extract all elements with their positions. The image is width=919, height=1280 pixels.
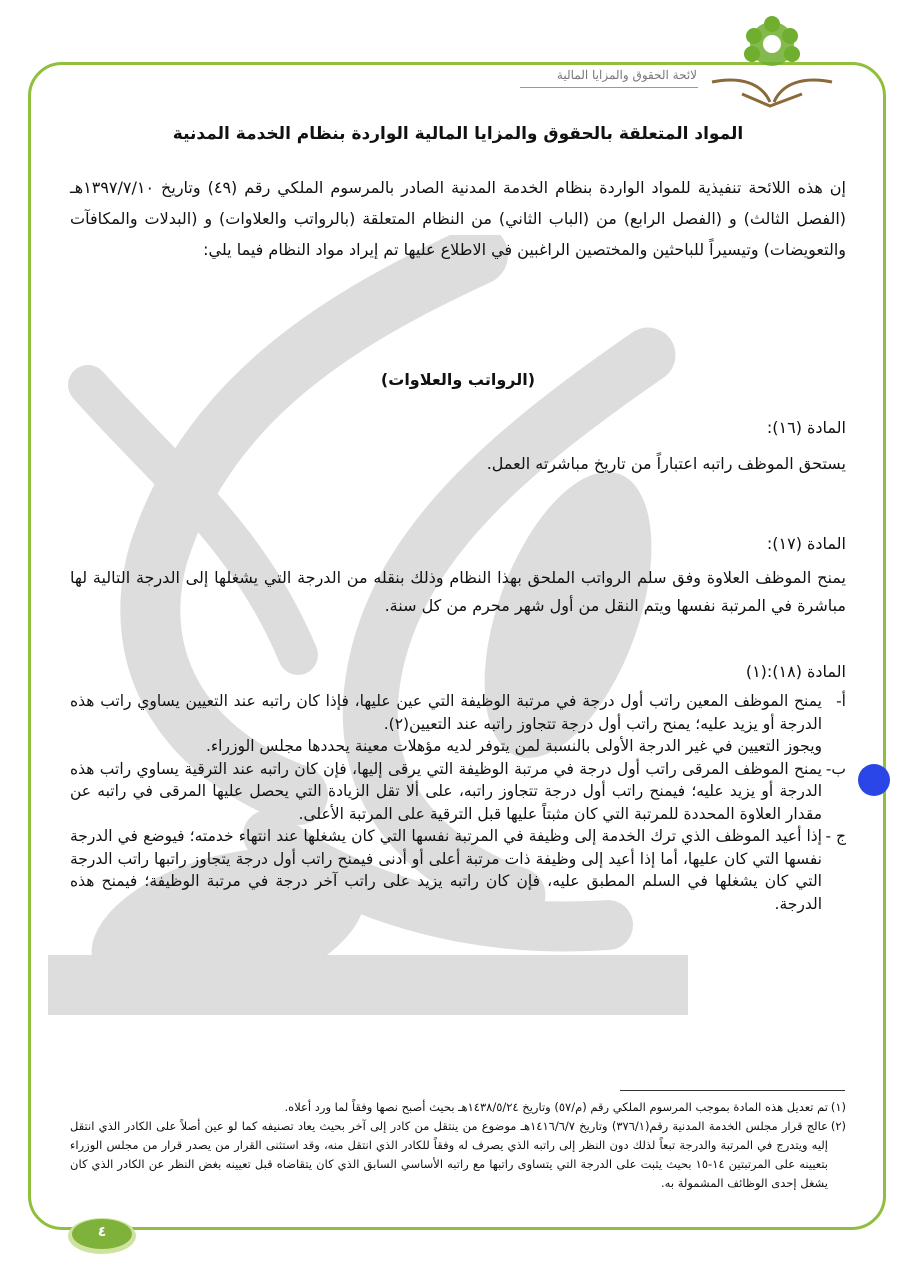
article-17-text: يمنح الموظف العلاوة وفق سلم الرواتب الملحق بهذا النظام وذلك بنقله من الدرجة التي يشغلها إلى الدرجة التالية لها مباشرة في المرتبة نفسها ويتم النقل من أول شهر محرم من كل سنة. xyxy=(70,568,846,615)
clause-text: يمنح الموظف المرقى راتب أول درجة في مرتبة الوظيفة التي يرقى إليها، فإن كان راتبه عند الترقية يساوي راتب هذه الدرجة أو يزيد عليه؛ فيمنح راتب أول درجة تتجاوز راتبه، على ألا تقل الزيادة التي يحصل عليها المرقى في راتبه عن مقدار العلاوة المحددة للمرتبة التي كان مثبتاً عليها قبل الترقية على المرتبة الأعلى. xyxy=(70,759,822,823)
clause-b xyxy=(70,758,846,826)
footnote-text: عالج قرار مجلس الخدمة المدنية رقم(٣٧٦/١) وتاريخ ١٤١٦/٦/٧هـ موضوع من ينتقل من كادر إلى آخر بحيث يعاد تصنيفه كما لو عين أصلاً على الكادر الذي انتقل إليه ويتدرج في المرتبة والدرجة تبعاً لذلك دون النظر إلى راتبه الذي يصرف له وفقاً للكادر الذي انتقل منه، وقد استثنى القرار من يصدر قرار من مجلس الوزراء بتعيينه على المرتبتين ١٤-١٥ بحيث يثبت على الدرجة التي يتساوى راتبها مع راتبه الأساسي السابق الذي كان يتقاضاه قبل تعيينه بغض النظر عن الكادر الذي كان يشغل إحدى الوظائف المشمولة به. xyxy=(70,1119,829,1190)
footnote-mark: (١) xyxy=(830,1100,846,1114)
article-17-heading: المادة (١٧): xyxy=(766,534,846,553)
clause-letter: ج - xyxy=(825,827,846,845)
page-number: ٤ xyxy=(97,1224,107,1240)
article-18-heading: المادة (١٨):(١) xyxy=(745,662,846,681)
main-title: المواد المتعلقة بالحقوق والمزايا المالية الواردة بنظام الخدمة المدنية xyxy=(172,124,744,144)
clause-letter: ب- xyxy=(825,759,846,778)
header-divider xyxy=(520,87,698,88)
emblem-logo-icon xyxy=(702,14,842,114)
footnotes xyxy=(70,1098,846,1193)
section-heading: (الرواتب والعلاوات) xyxy=(380,370,536,389)
article-16-heading: المادة (١٦): xyxy=(766,418,846,437)
footnote-mark: (٢) xyxy=(830,1119,846,1133)
clause-c xyxy=(70,825,846,915)
floating-action-dot[interactable] xyxy=(858,764,890,796)
header-title: لائحة الحقوق والمزايا المالية xyxy=(556,68,697,82)
article-18-clauses xyxy=(70,690,846,915)
article-16-text: يستحق الموظف راتبه اعتباراً من تاريخ مباشرته العمل. xyxy=(486,454,846,473)
intro-paragraph: إن هذه اللائحة تنفيذية للمواد الواردة بنظام الخدمة المدنية الصادر بالمرسوم الملكي رقم (٤٩) وتاريخ ١٣٩٧/٧/١٠هـ (الفصل الثالث) و (الفصل الرابع) من (الباب الثاني) من النظام المتعلقة (بالرواتب والعلاوات) و (البدلات والمكافآت والتعويضات) وتيسيراً للباحثين والمختصين الراغبين في الاطلاع عليها تم إيراد مواد النظام فيما يلي: xyxy=(70,178,846,259)
clause-text: إذا أعيد الموظف الذي ترك الخدمة إلى وظيفة في المرتبة نفسها التي كان يشغلها عند انتهاء خدمته؛ فيوضع في الدرجة نفسها التي كان عليها، أما إذا أعيد إلى وظيفة ذات مرتبة أعلى أو أدنى فيمنح راتب أول درجة يتجاوز راتبها راتب الدرجة التي كان يشغلها في السلم المطبق عليه، فإن كان راتبه يزيد على راتب آخر درجة في مرتبة الوظيفة؛ فيمنح هذه الدرجة. xyxy=(70,827,822,913)
footnote-1 xyxy=(70,1098,846,1117)
clause-a xyxy=(70,690,846,735)
footnote-2 xyxy=(70,1117,846,1193)
clause-text: ويجوز التعيين في غير الدرجة الأولى بالنسبة لمن يتوفر لديه مؤهلات معينة يحددها مجلس الوزراء. xyxy=(205,737,822,755)
clause-text: يمنح الموظف المعين راتب أول درجة في مرتبة الوظيفة التي عين عليها، فإذا كان راتبه عند التعيين يساوي راتب هذه الدرجة أو يزيد عليه؛ يمنح راتب أول درجة تتجاوز راتبه عند التعيين(٢). xyxy=(70,692,822,733)
clause-letter xyxy=(822,735,846,758)
footnote-divider xyxy=(620,1090,845,1091)
clause-letter: أ- xyxy=(836,692,846,710)
clause-a-note xyxy=(70,735,846,758)
footnote-text: تم تعديل هذه المادة بموجب المرسوم الملكي رقم (م/٥٧) وتاريخ ١٤٣٨/٥/٢٤هـ بحيث أصبح نصها وفقاً لما ورد أعلاه. xyxy=(284,1100,828,1114)
